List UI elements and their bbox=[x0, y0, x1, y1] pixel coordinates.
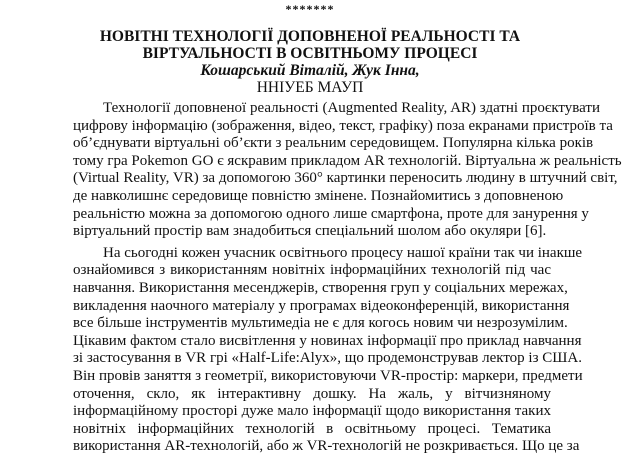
article-authors: Кошарський Віталій, Жук Інна, bbox=[200, 62, 420, 79]
text-line: Технології доповненої реальності (Augmented Reality, AR) здатні проєктувати bbox=[103, 100, 600, 116]
text-line: де навколишнє середовище повністю змінене. Познайомитись з доповненою bbox=[73, 187, 564, 204]
paragraph-2 bbox=[73, 244, 583, 456]
text-line: реальністю можна за допомогою одного лише смартфона, проте для занурення у bbox=[73, 205, 589, 222]
article-affiliation: ННІУЕБ МАУП bbox=[256, 79, 364, 96]
text-line: зі застосування в VR грі «Half-Life:Alyx», що продемонстрував лектор із США. bbox=[73, 350, 582, 367]
text-line: навчання. Використання месенджерів, створення груп у соціальних мережах, bbox=[73, 279, 568, 296]
text-line: На сьогодні кожен учасник освітнього процесу нашої країни так чи інакше bbox=[103, 244, 583, 261]
text-line: Він провів заняття з геометрії, використовуючи VR-простір: маркери, предмети bbox=[73, 367, 583, 384]
article-body bbox=[73, 100, 622, 460]
text-line: використання AR-технологій, або ж VR-технологій не розкривається. Що це за bbox=[73, 438, 580, 455]
section-separator: ******* bbox=[285, 2, 335, 16]
text-line: Цікавим фактом стало висвітлення у новинах інформації про приклад навчання bbox=[73, 332, 582, 349]
text-line: викладення наочного матеріалу у програмах відеоконференцій, використання bbox=[73, 297, 570, 314]
text-line: оточення, скло, як інтерактивну дошку. На жаль, у вітчизняному bbox=[73, 385, 551, 402]
text-line: все більше інструментів мультимедіа не є для когось новим чи незрозумілим. bbox=[73, 315, 568, 332]
text-line: (Virtual Reality, VR) за допомогою 360° картинки переносить людину в штучний світ, bbox=[73, 170, 618, 187]
text-line: новітніх інформаційних технологій в освітньому процесі. Тематика bbox=[73, 420, 551, 437]
article-title-line-2: ВІРТУАЛЬНОСТІ В ОСВІТНЬОМУ ПРОЦЕСІ bbox=[142, 45, 478, 62]
text-line: віртуальний простір вам знадобиться спеціальний шолом або окуляри [6]. bbox=[73, 223, 547, 240]
text-line: ознайомився з використанням новітніх інформаційних технологій під час bbox=[73, 262, 551, 279]
article-header bbox=[20, 28, 600, 96]
text-line: тому гра Pokemon GO є яскравим прикладом AR технологій. Віртуальна ж реальність bbox=[73, 152, 622, 169]
text-line: інформаційному просторі дуже мало інформації щодо використання таких bbox=[73, 403, 551, 420]
text-line: об’єднувати віртуальні об’єкти з реальним середовищем. Популярна кілька років bbox=[73, 135, 594, 152]
paragraph-1 bbox=[73, 100, 622, 241]
text-line: цифрову інформацію (зображення, відео, текст, графіку) поза екранами пристроїв та bbox=[73, 117, 613, 134]
article-title-line-1: НОВІТНІ ТЕХНОЛОГІЇ ДОПОВНЕНОЇ РЕАЛЬНОСТІ ТА bbox=[99, 28, 521, 45]
